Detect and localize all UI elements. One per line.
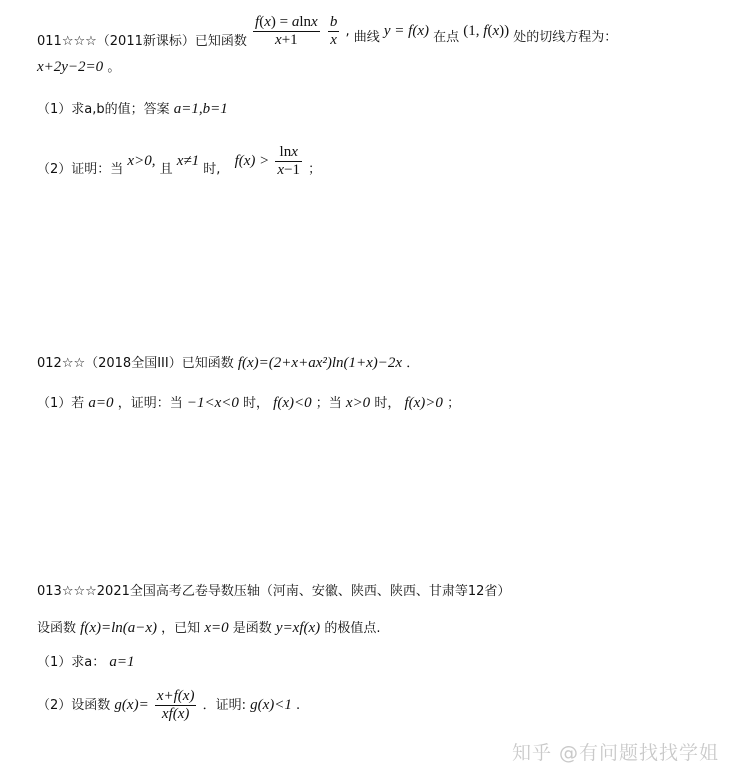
ineq-fx-lt-0: f(x)<0 [273,395,312,411]
cond-x-range: −1<x<0 [186,395,239,411]
g-def: g(x)= [114,697,149,713]
cond-x-gt-0: x>0, [127,153,156,169]
point-coord: (1, f(x)) [463,23,510,39]
problem-013-header [37,583,510,601]
period: 。 [107,60,121,75]
problem-011-part2 [37,144,321,179]
problem-011-line1 [37,14,617,49]
period: ． [406,356,420,371]
part1-answer: a=1 [109,654,135,670]
x-eq-0: x=0 [204,620,229,636]
cond-x-ne-1: x≠1 [176,153,200,169]
problem-013-title: 013☆☆☆2021全国高考乙卷导数压轴（河南、安徽、陕西、陕西、甘肃等12省） [37,584,511,599]
part1-label: （1）若 [37,396,85,411]
fraction-g-numerator: x+f(x) [156,688,195,704]
fraction-b-over-x: $\frac{b}{x}$ [329,14,338,48]
fx-gt: f(x) > [234,153,270,169]
problem-012-part1 [37,394,460,413]
problem-012-function: f(x)=(2+x+ax²)ln(1+x)−2x [237,355,403,371]
text-prove: ．证明: [202,698,246,713]
tangent-equation: x+2y−2=0 [37,59,104,75]
semicolon: ； [447,396,461,411]
function-f: f(x)=ln(a−x) [80,620,158,636]
text-prove-when: ，证明：当 [117,396,183,411]
fraction-g [155,688,197,723]
cond-x-gt-0: x>0 [345,395,371,411]
zhihu-watermark: 知乎 @有问题找找学姐 [511,742,719,764]
ineq-gx-lt-1: g(x)<1 [250,697,292,713]
fraction-g-denominator: xf(x) [161,706,190,722]
period: . [296,698,301,713]
problem-011-line2 [37,58,120,77]
function-y: y=xf(x) [275,620,321,636]
cond-a-eq-0: a=0 [88,395,114,411]
problem-013-part2 [37,688,300,723]
problem-013-part1 [37,653,135,672]
text-when3: 时， [374,396,401,411]
and-text: 且 [159,162,173,177]
point-text: 在点 [433,30,460,45]
part1-label: （1）求a,b的值；答案 [37,102,170,117]
comma: , [345,24,350,39]
fraction-a-ln-x: $\frac{f(x) = alnx}{x+1}$ [255,14,318,48]
tail-text: 处的切线方程为： [513,30,618,45]
when-text: 时, [203,162,221,177]
text-when: 时， [243,396,270,411]
part2-label: （2）证明：当 [37,162,124,177]
curve-eq: y = f(x) [383,23,429,39]
problem-012-header: 012☆☆（2018全国III）已知函数 [37,356,234,371]
problem-012-line1 [37,354,419,373]
problem-011-header: 011☆☆☆（2011新课标）已知函数 [37,34,247,49]
part1-label: （1）求a： [37,655,106,670]
text-known: ，已知 [161,621,201,636]
text-when2: ；当 [315,396,342,411]
part1-answer: a=1,b=1 [173,101,228,117]
part2-label: （2）设函数 [37,698,111,713]
semicolon: ； [308,162,322,177]
text-extreme-point: 的极值点. [324,621,381,636]
ineq-fx-gt-0: f(x)>0 [404,395,443,411]
text-let-function: 设函数 [37,621,77,636]
text-is-function: 是函数 [232,621,272,636]
problem-011-part1 [37,100,228,119]
curve-text: 曲线 [353,30,380,45]
problem-013-line2 [37,619,380,638]
fraction-lnx-over-x-1: $\frac{\ln x}{x-1}$ [277,144,301,178]
